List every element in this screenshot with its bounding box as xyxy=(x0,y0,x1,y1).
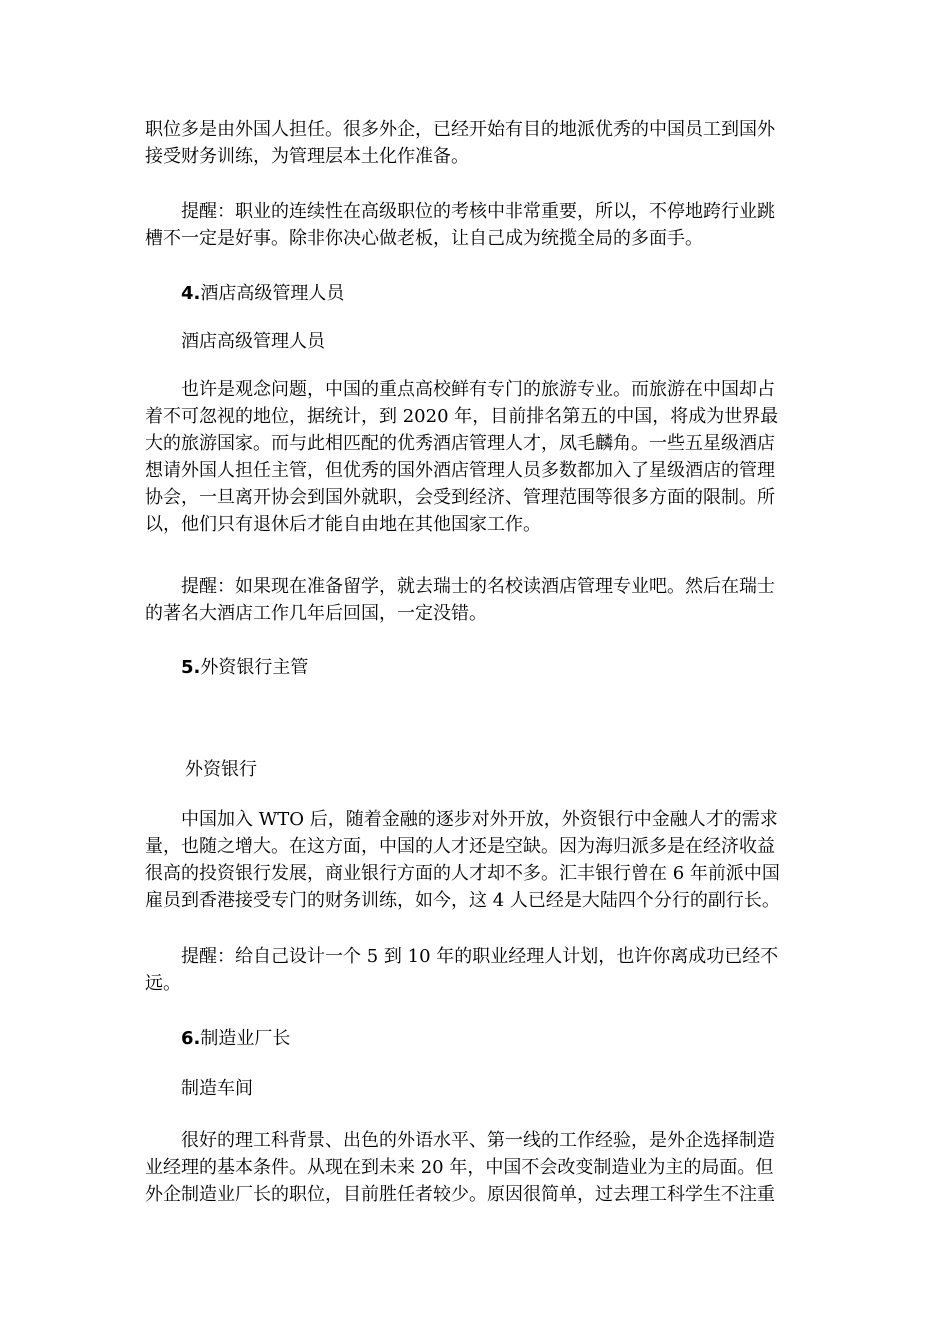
text-line: 协会，一旦离开协会到国外就职，会受到经济、管理范围等很多方面的限制。所 xyxy=(145,487,775,508)
text-line: 远。 xyxy=(145,973,181,994)
caption-text: 酒店高级管理人员 xyxy=(181,331,325,352)
text-line: 的著名大酒店工作几年后回国，一定没错。 xyxy=(145,603,487,624)
text-line: 大的旅游国家。而与此相匹配的优秀酒店管理人才，凤毛麟角。一些五星级酒店 xyxy=(145,433,775,454)
text-line: 中国加入 WTO 后，随着金融的逐步对外开放，外资银行中金融人才的需求 xyxy=(181,809,778,830)
image-caption-bank xyxy=(145,756,850,783)
text-line: 职位多是由外国人担任。很多外企，已经开始有目的地派优秀的中国员工到国外 xyxy=(145,119,775,140)
paragraph-tourism xyxy=(145,376,810,538)
image-caption-workshop xyxy=(145,1075,846,1102)
paragraph-wto-banking xyxy=(145,806,810,914)
text-line: 想请外国人担任主管，但优秀的国外酒店管理人员多数都加入了星级酒店的管理 xyxy=(145,460,775,481)
section-number: 6. xyxy=(181,1028,201,1049)
text-line: 很好的理工科背景、出色的外语水平、第一线的工作经验，是外企选择制造 xyxy=(181,1130,775,1151)
paragraph-staff-training xyxy=(145,116,810,170)
text-line: 提醒：如果现在准备留学，就去瑞士的名校读酒店管理专业吧。然后在瑞士 xyxy=(181,576,775,597)
section-number: 4. xyxy=(181,283,201,304)
section-title: 酒店高级管理人员 xyxy=(200,283,345,304)
caption-text: 外资银行 xyxy=(185,759,257,780)
caption-text: 制造车间 xyxy=(181,1078,253,1099)
section-title: 外资银行主管 xyxy=(200,657,309,678)
paragraph-reminder-switzerland xyxy=(145,573,810,627)
text-line: 很高的投资银行发展，商业银行方面的人才却不多。汇丰银行曾在 6 年前派中国 xyxy=(145,863,780,884)
text-line: 接受财务训练，为管理层本土化作准备。 xyxy=(145,146,469,167)
paragraph-reminder-career-continuity xyxy=(145,198,810,252)
text-line: 着不可忽视的地位，据统计，到 2020 年，目前排名第五的中国，将成为世界最 xyxy=(145,406,779,427)
section-number: 5. xyxy=(181,657,201,678)
section-title: 制造业厂长 xyxy=(200,1028,291,1049)
text-line: 提醒：给自己设计一个 5 到 10 年的职业经理人计划，也许你离成功已经不 xyxy=(181,946,779,967)
section-heading-foreign-bank xyxy=(145,654,846,681)
paragraph-manufacturing xyxy=(145,1127,810,1208)
text-line: 也许是观念问题，中国的重点高校鲜有专门的旅游专业。而旅游在中国却占 xyxy=(181,379,775,400)
text-line: 外企制造业厂长的职位，目前胜任者较少。原因很简单，过去理工科学生不注重 xyxy=(145,1184,775,1205)
text-line: 以，他们只有退休后才能自由地在其他国家工作。 xyxy=(145,514,541,535)
image-caption-hotel xyxy=(145,328,846,355)
text-line: 量，也随之增大。在这方面，中国的人才还是空缺。因为海归派多是在经济收益 xyxy=(145,836,775,857)
text-line: 业经理的基本条件。从现在到未来 20 年，中国不会改变制造业为主的局面。但 xyxy=(145,1157,774,1178)
text-line: 槽不一定是好事。除非你决心做老板，让自己成为统揽全局的多面手。 xyxy=(145,228,703,249)
paragraph-reminder-career-plan xyxy=(145,943,810,997)
section-heading-factory-director xyxy=(145,1025,846,1052)
section-heading-hotel-management xyxy=(145,280,846,307)
text-line: 雇员到香港接受专门的财务训练，如今，这 4 人已经是大陆四个分行的副行长。 xyxy=(145,890,780,911)
text-line: 提醒：职业的连续性在高级职位的考核中非常重要，所以，不停地跨行业跳 xyxy=(181,201,775,222)
